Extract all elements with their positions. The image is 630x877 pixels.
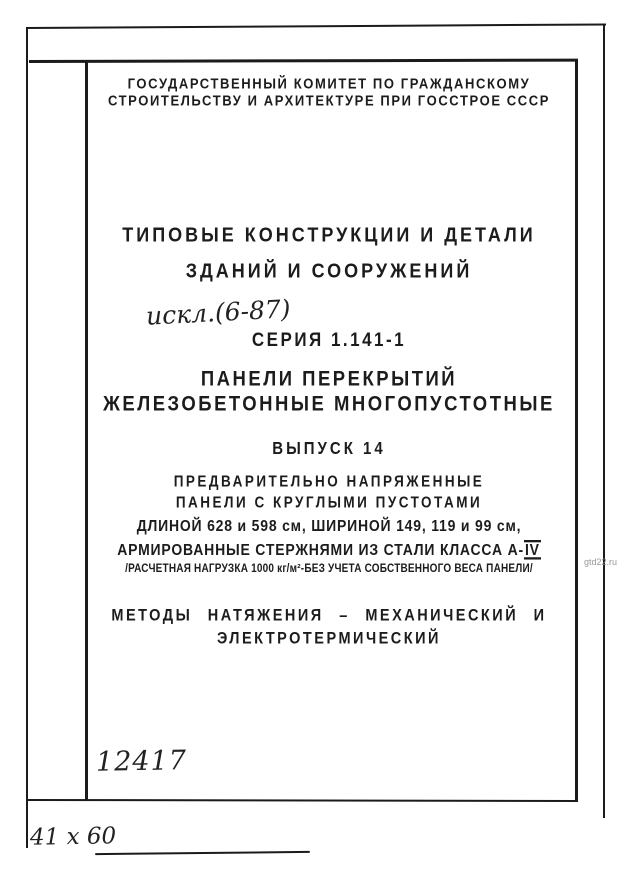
design-load-note: /РАСЧЕТНАЯ НАГРУЗКА 1000 кг/м²-БЕЗ УЧЕТА СОБСТВЕННОГО ВЕСА ПАНЕЛИ/	[125, 562, 533, 576]
issuer-line-1: ГОСУДАРСТВЕННЫЙ КОМИТЕТ ПО ГРАЖДАНСКОМУ	[127, 74, 531, 93]
title-line-1: ПАНЕЛИ ПЕРЕКРЫТИЙ	[200, 365, 458, 390]
inner-frame-left-border	[85, 61, 88, 801]
handwritten-inventory-number: 12417	[95, 745, 188, 778]
handwritten-cancellation-note: искл.(6-87)	[145, 294, 292, 331]
inner-frame-top-border	[29, 59, 578, 63]
heading-line-2: ЗДАНИЙ И СООРУЖЕНИЙ	[185, 258, 473, 282]
site-watermark: gtd22.ru	[584, 557, 618, 567]
inner-frame-bottom-border	[26, 799, 578, 802]
reinforcement-text: АРМИРОВАННЫЕ СТЕРЖНЯМИ ИЗ СТАЛИ КЛАССА А-	[117, 540, 524, 559]
subtitle-line-1: ПРЕДВАРИТЕЛЬНО НАПРЯЖЕННЫЕ	[173, 472, 485, 491]
subtitle-line-2: ПАНЕЛИ С КРУГЛЫМИ ПУСТОТАМИ	[175, 493, 483, 512]
outer-frame-left-border	[26, 27, 28, 848]
reinforcement-line	[78, 540, 580, 560]
series-number: СЕРИЯ 1.141-1	[251, 328, 407, 351]
outer-frame-right-border	[603, 25, 605, 818]
methods-line-1: МЕТОДЫ НАТЯЖЕНИЯ – МЕХАНИЧЕСКИЙ И	[111, 606, 547, 626]
steel-class-mark: IV	[524, 540, 540, 559]
heading-line-1: ТИПОВЫЕ КОНСТРУКЦИИ И ДЕТАЛИ	[122, 222, 536, 246]
issuer-line-2: СТРОИТЕЛЬСТВУ И АРХИТЕКТУРЕ ПРИ ГОССТРОЕ СССР	[107, 91, 551, 110]
dimensions-line: ДЛИНОЙ 628 и 598 см, ШИРИНОЙ 149, 119 и 99 см,	[136, 515, 522, 535]
inner-frame-right-border	[575, 60, 578, 800]
methods-line-2: ЭЛЕКТРОТЕРМИЧЕСКИЙ	[217, 629, 441, 649]
issue-number: ВЫПУСК 14	[272, 438, 386, 459]
title-line-2: ЖЕЛЕЗОБЕТОННЫЕ МНОГОПУСТОТНЫЕ	[103, 390, 555, 415]
handwritten-underline	[95, 851, 310, 855]
outer-frame-top-border	[26, 23, 606, 29]
handwritten-format-note: 41 х 60	[29, 823, 117, 851]
